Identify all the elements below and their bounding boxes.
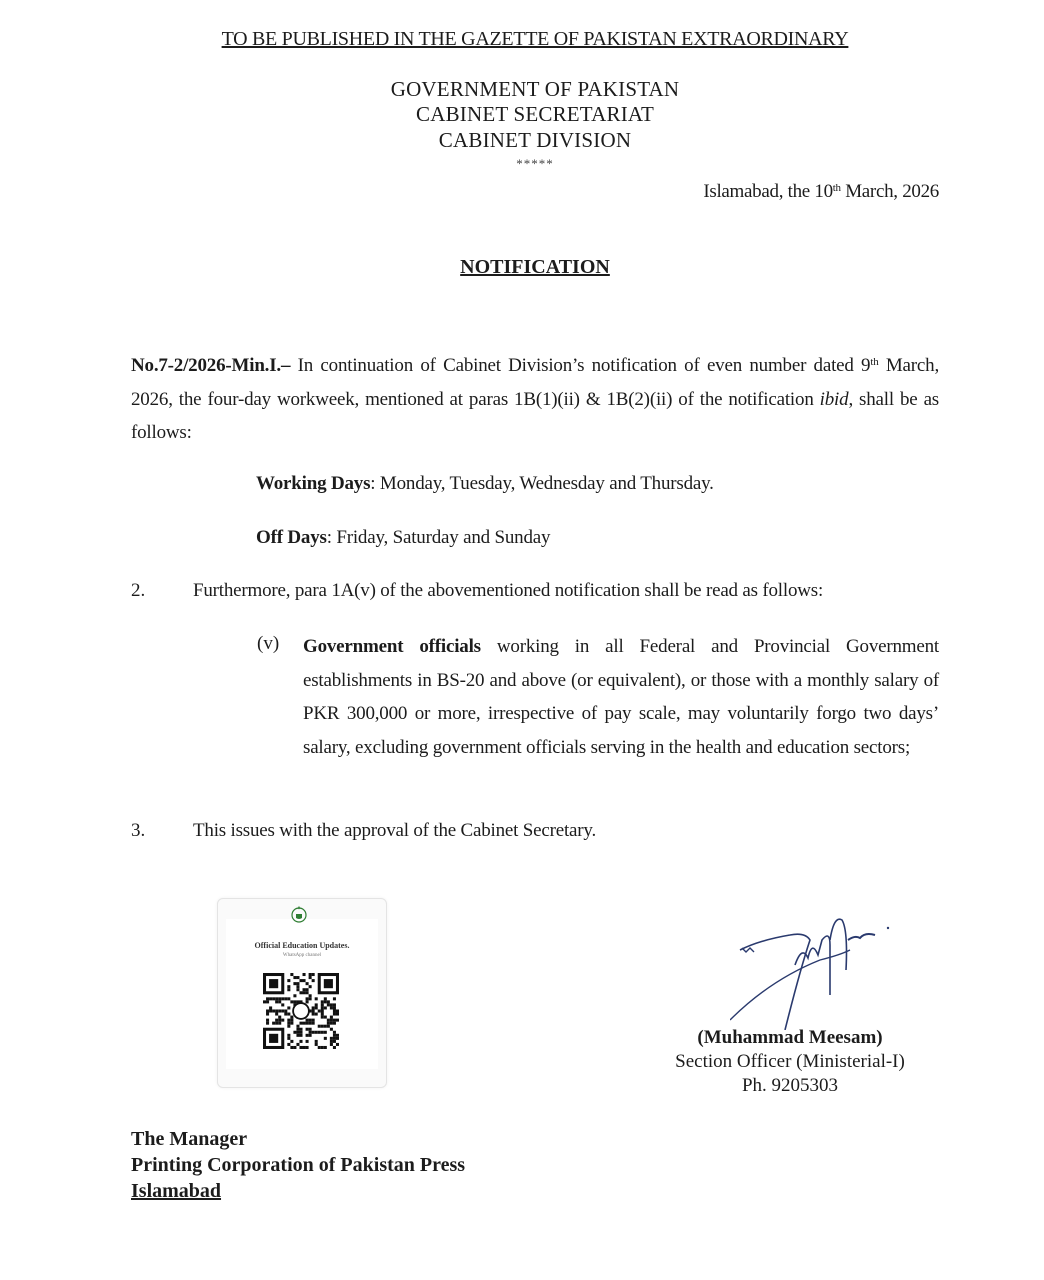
para1-text-c: , shall be as follows: <box>131 388 939 443</box>
para1-text-a: In continuation of Cabinet Division’s notification of even number dated 9 <box>290 355 871 376</box>
signatory-name: (Muhammad Meesam) <box>697 1027 883 1048</box>
sub-item-label: (v) <box>257 633 280 654</box>
off-days-label: Off Days <box>256 527 327 548</box>
signatory-phone: Ph. 9205303 <box>741 1075 839 1096</box>
working-days <box>256 473 714 495</box>
para1-sup: th <box>870 356 879 368</box>
paragraph-1 <box>131 349 939 450</box>
qr-code-icon[interactable] <box>263 973 339 1049</box>
addressee-line-3: Islamabad <box>131 1180 222 1202</box>
para3-number: 3. <box>131 820 146 841</box>
notification-title: NOTIFICATION <box>460 256 610 278</box>
emblem-icon <box>290 905 308 925</box>
sub-item-text <box>303 630 939 764</box>
working-days-value: : Monday, Tuesday, Wednesday and Thursday. <box>370 473 714 494</box>
working-days-label: Working Days <box>256 473 371 494</box>
issue-date <box>703 181 939 203</box>
org-line-division: CABINET DIVISION <box>438 128 632 152</box>
org-line-government: GOVERNMENT OF PAKISTAN <box>390 77 680 101</box>
reference-number: No.7-2/2026-Min.I.– <box>131 355 291 376</box>
para2-number: 2. <box>131 580 146 601</box>
sub-item-body: working in all Federal and Provincial Government establishments in BS-20 and above (or equivalent), or those with a monthly salary of PKR 300,000 or more, irrespective of pay scale, may voluntarily forgo two days’ salary, excluding government officials serving in the health and education sectors; <box>303 636 940 758</box>
para2-text: Furthermore, para 1A(v) of the abovementioned notification shall be read as follows: <box>193 580 824 601</box>
para1-italic: ibid <box>819 388 849 410</box>
qr-title: Official Education Updates. <box>254 941 350 950</box>
off-days <box>256 527 550 549</box>
qr-subtitle: WhatsApp channel <box>282 953 322 958</box>
date-sup: th <box>832 182 841 194</box>
qr-card[interactable] <box>217 898 387 1088</box>
off-days-value: : Friday, Saturday and Sunday <box>326 527 551 548</box>
gazette-heading: TO BE PUBLISHED IN THE GAZETTE OF PAKISTAN EXTRAORDINARY <box>221 28 849 50</box>
para1-text-b: March, 2026, the four-day workweek, mentioned at paras 1B(1)(ii) & 1B(2)(ii) of the notification <box>131 355 940 410</box>
separator: ***** <box>516 156 554 171</box>
para3-text: This issues with the approval of the Cabinet Secretary. <box>193 820 597 841</box>
sub-item-bold: Government officials <box>303 636 481 657</box>
date-prefix: Islamabad, the 10 <box>703 181 833 202</box>
addressee-line-1: The Manager <box>131 1128 248 1150</box>
addressee-line-2: Printing Corporation of Pakistan Press <box>131 1154 466 1176</box>
org-line-secretariat: CABINET SECRETARIAT <box>416 102 654 126</box>
signature-image <box>730 910 900 1030</box>
signatory-title: Section Officer (Ministerial-I) <box>675 1051 905 1072</box>
date-suffix: March, 2026 <box>840 181 939 202</box>
